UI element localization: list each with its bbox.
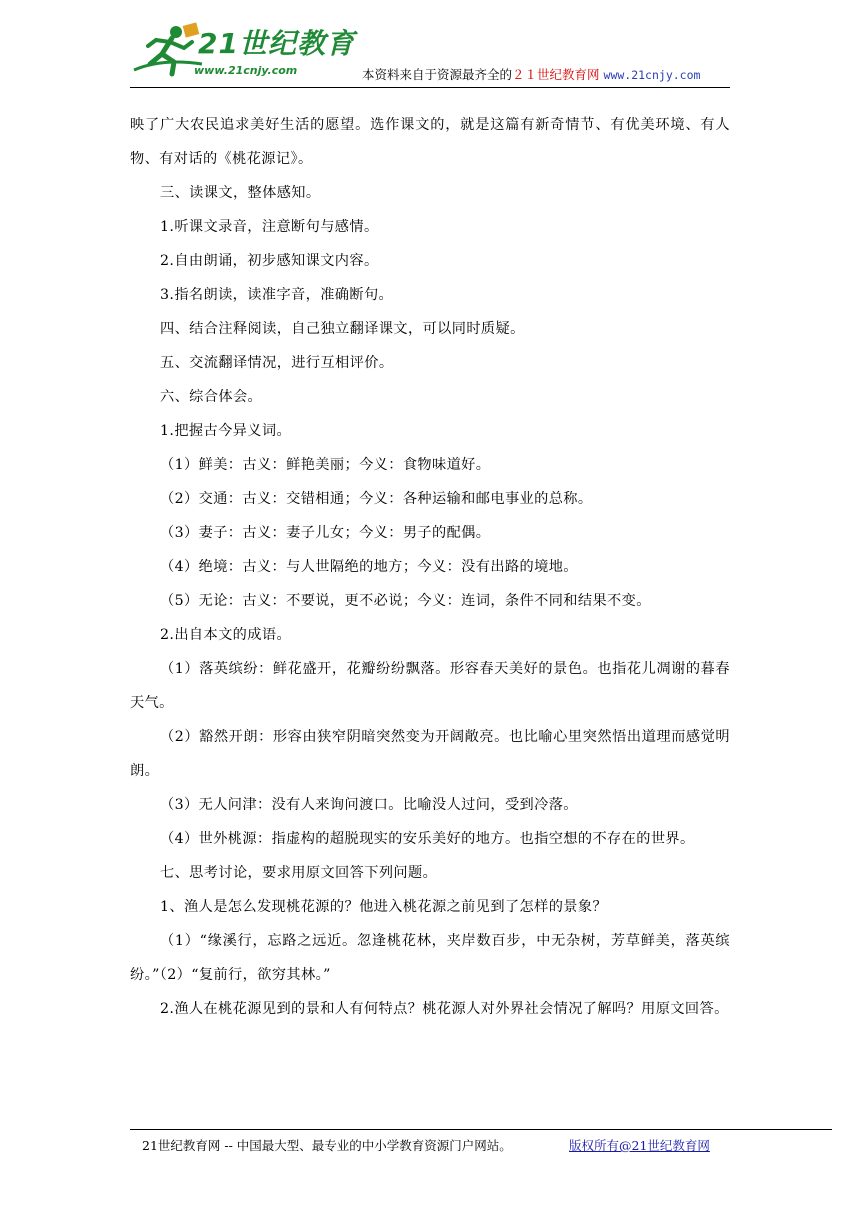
paragraph: 六、综合体会。 (160, 389, 263, 405)
logo-url: www.21cnjy.com (194, 64, 298, 77)
paragraph: 3.指名朗读，读准字音，准确断句。 (160, 287, 394, 303)
paragraph: 映了广大农民追求美好生活的愿望。选作课文的，就是这篇有新奇情节、有优美环境、有人物、有对话的《桃花源记》。 (130, 117, 730, 167)
paragraph: （5）无论：古义：不要说，更不必说；今义：连词，条件不同和结果不变。 (160, 593, 651, 609)
paragraph: （3）妻子：古义：妻子儿女；今义：男子的配偶。 (160, 525, 491, 541)
paragraph: （4）世外桃源：指虚构的超脱现实的安乐美好的地方。也指空想的不存在的世界。 (160, 831, 695, 847)
paragraph: 2.自由朗诵，初步感知课文内容。 (160, 253, 379, 269)
paragraph: 四、结合注释阅读，自己独立翻译课文，可以同时质疑。 (160, 321, 525, 337)
source-site: ２１世纪教育网 (512, 67, 600, 82)
paragraph: 五、交流翻译情况，进行互相评价。 (160, 355, 394, 371)
paragraph: （1）“缘溪行，忘路之远近。忽逢桃花林，夹岸数百步，中无杂树，芳草鲜美，落英缤纷。”（2）“复前行，欲穷其林。” (130, 933, 730, 983)
paragraph: 2.渔人在桃花源见到的景和人有何特点？桃花源人对外界社会情况了解吗？用原文回答。 (160, 1001, 729, 1017)
paragraph: （2）豁然开朗：形容由狭窄阴暗突然变为开阔敞亮。也比喻心里突然悟出道理而感觉明朗。 (130, 729, 730, 779)
paragraph: 1.听课文录音，注意断句与感情。 (160, 219, 379, 235)
footer-copyright-link[interactable]: 版权所有@21世纪教育网 (569, 1138, 710, 1153)
footer-divider (130, 1129, 832, 1130)
footer-site-description: 21世纪教育网 -- 中国最大型、最专业的中小学教育资源门户网站。 (142, 1138, 512, 1153)
paragraph: 三、读课文，整体感知。 (160, 185, 321, 201)
paragraph: （3）无人问津：没有人来询问渡口。比喻没人过问，受到冷落。 (160, 797, 578, 813)
paragraph: （4）绝境：古义：与人世隔绝的地方；今义：没有出路的境地。 (160, 559, 578, 575)
paragraph: 1、渔人是怎么发现桃花源的？他进入桃花源之前见到了怎样的景象？ (160, 899, 608, 915)
paragraph: （1）鲜美：古义：鲜艳美丽；今义：食物味道好。 (160, 457, 491, 473)
header-source-line (362, 65, 700, 85)
paragraph: （2）交通：古义：交错相通；今义：各种运输和邮电事业的总称。 (160, 491, 593, 507)
paragraph: 七、思考讨论，要求用原文回答下列问题。 (160, 865, 438, 881)
paragraph: 1.把握古今异义词。 (160, 423, 292, 439)
paragraph: 2.出自本文的成语。 (160, 627, 292, 643)
logo-title: 21世纪教育 (198, 27, 355, 60)
document-body (130, 108, 730, 1026)
page-header (0, 0, 860, 92)
source-url-link[interactable]: www.21cnjy.com (603, 68, 701, 82)
source-prefix: 本资料来自于资源最齐全的 (362, 67, 513, 82)
site-logo (132, 18, 355, 86)
header-divider (130, 87, 730, 88)
paragraph: （1）落英缤纷：鲜花盛开，花瓣纷纷飘落。形容春天美好的景色。也指花儿凋谢的暮春天气。 (130, 661, 730, 711)
